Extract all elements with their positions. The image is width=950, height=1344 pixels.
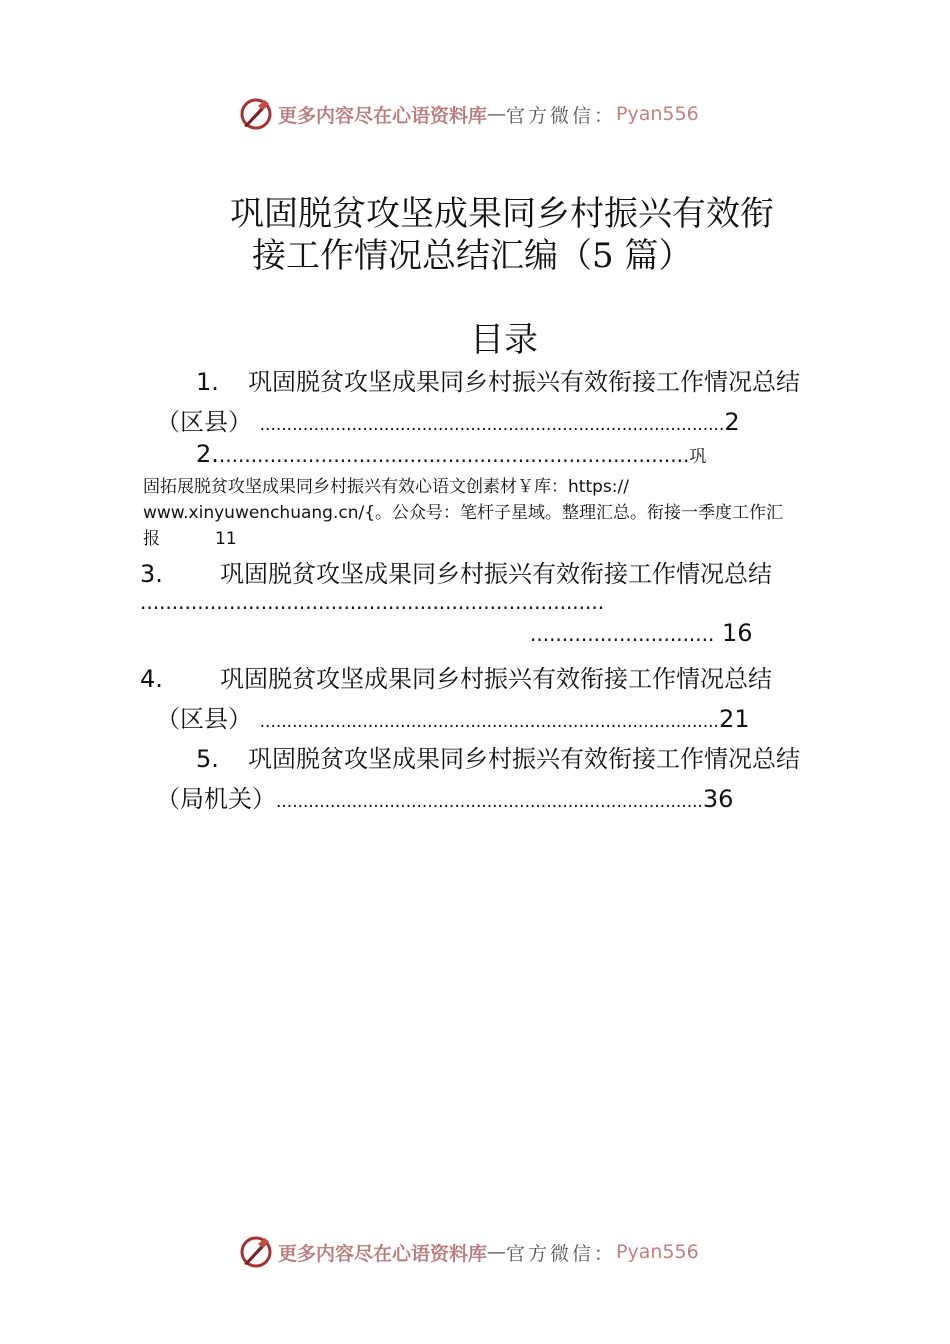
toc-item-2[interactable] [196,440,706,468]
toc-item-1-cont[interactable] [156,402,740,437]
toc-item-1-title: 巩固脱贫攻坚成果同乡村振兴有效衔接工作情况总结 [248,368,800,396]
toc-item-4-cont[interactable] [156,699,750,734]
toc-item-2-page: 11 [215,529,237,549]
toc-item-5-dots: ............................................................................... [276,792,703,812]
toc-item-4[interactable] [140,659,772,694]
banner-text: 更多内容尽在心语资料库 [278,104,488,127]
toc-item-1-suffix: （区县） [156,408,252,436]
toc-item-3-dots: ............................. [530,622,715,646]
toc-item-1[interactable] [196,362,800,397]
toc-item-3[interactable] [140,554,772,589]
toc-item-2-line2: 固拓展脱贫攻坚成果同乡村振兴有效心语文创素材￥库：https:// [143,477,629,497]
quill-logo-icon [238,96,274,132]
toc-item-4-number: 4. [140,665,163,693]
toc-item-4-suffix: （区县） [156,705,252,733]
toc-item-5[interactable] [196,739,800,774]
toc-heading: 目录 [470,320,538,360]
toc-item-5-suffix: （局机关） [156,785,276,813]
banner-wechat-label: 官方微信： [506,104,617,127]
toc-item-4-title: 巩固脱贫攻坚成果同乡村振兴有效衔接工作情况总结 [220,665,772,693]
toc-item-5-cont[interactable] [156,779,733,814]
header-banner [238,94,699,134]
toc-item-3-page: 16 [722,619,753,647]
quill-logo-icon [238,1234,274,1270]
document-title-line2: 接工作情况总结汇编（5 篇） [252,236,693,276]
banner-wechat-label: 官方微信： [506,1242,617,1265]
toc-item-2-dots: .......................................................................... [218,443,690,467]
toc-item-4-page: 21 [718,705,750,733]
toc-item-2-label: 报 [143,529,160,549]
toc-item-3-title: 巩固脱贫攻坚成果同乡村振兴有效衔接工作情况总结 [220,560,772,588]
toc-item-1-page: 2 [724,408,740,436]
toc-item-3-dots-line: ......................................................................... [140,590,605,614]
toc-item-2-line4 [143,524,237,549]
toc-item-1-dots: ...................................................................................... [259,415,725,435]
banner-wechat-id: Pyan556 [616,103,699,125]
toc-item-3-number: 3. [140,560,163,588]
banner-separator: — [487,103,507,125]
footer-banner [238,1232,699,1272]
toc-item-2-number: 2. [196,440,219,468]
banner-text: 更多内容尽在心语资料库 [278,1242,488,1265]
toc-item-1-number: 1. [196,368,219,396]
banner-separator: — [487,1241,507,1263]
toc-item-2-line3: www.xinyuwenchuang.cn/{。公众号：笔杆子星域。整理汇总。衔接一季度工作汇 [143,503,784,523]
document-title-line1: 巩固脱贫攻坚成果同乡村振兴有效衔 [230,194,774,234]
toc-item-5-title: 巩固脱贫攻坚成果同乡村振兴有效衔接工作情况总结 [248,745,800,773]
toc-item-5-number: 5. [196,745,219,773]
toc-item-5-page: 36 [702,785,734,813]
toc-item-3-cont[interactable] [530,619,753,647]
banner-wechat-id: Pyan556 [616,1241,699,1263]
toc-item-2-tail: 巩 [689,447,707,467]
toc-item-4-dots: ..................................................................................... [259,712,719,732]
